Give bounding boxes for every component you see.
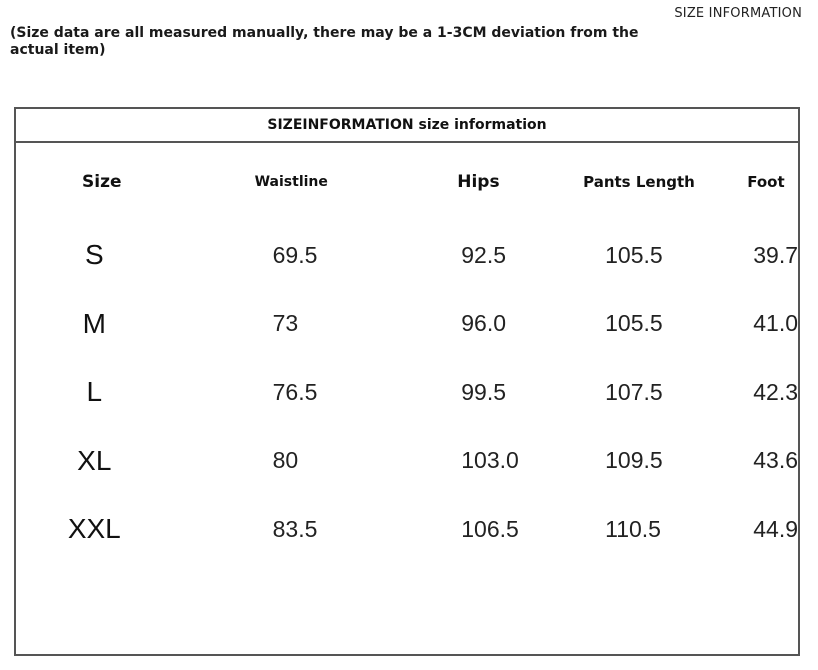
- table-row: [16, 495, 798, 564]
- waistline-cell: 73: [272, 310, 299, 337]
- size-chart-title: SIZEINFORMATION size information: [16, 109, 798, 143]
- size-table: [16, 143, 798, 564]
- foot-cell: 39.7: [753, 241, 798, 268]
- pants-length-cell: 110.5: [605, 515, 661, 542]
- table-header-row: [16, 143, 798, 221]
- pants-length-cell: 107.5: [605, 378, 663, 405]
- column-header-waistline: Waistline: [254, 174, 328, 190]
- size-chart-box: [14, 107, 800, 656]
- table-row: [16, 427, 798, 496]
- column-header-hips: Hips: [457, 172, 500, 192]
- size-cell: XXL: [67, 513, 121, 545]
- pants-length-cell: 109.5: [605, 447, 663, 474]
- hips-cell: 106.5: [461, 515, 519, 542]
- pants-length-cell: 105.5: [605, 310, 663, 337]
- column-header-pants-length: Pants Length: [583, 173, 695, 191]
- corner-title: SIZE INFORMATION: [674, 6, 802, 21]
- table-row: [16, 358, 798, 427]
- table-row: [16, 221, 798, 290]
- waistline-cell: 76.5: [272, 378, 318, 405]
- hips-cell: 96.0: [461, 310, 507, 337]
- waistline-cell: 80: [272, 447, 299, 474]
- hips-cell: 103.0: [461, 447, 519, 474]
- hips-cell: 92.5: [461, 241, 507, 268]
- size-cell: L: [86, 376, 103, 408]
- size-cell: S: [84, 239, 104, 271]
- foot-cell: 41.0: [753, 310, 798, 337]
- foot-cell: 43.6: [753, 447, 798, 474]
- size-cell: XL: [77, 444, 112, 476]
- size-cell: M: [82, 307, 106, 339]
- waistline-cell: 83.5: [272, 515, 318, 542]
- foot-cell: 44.9: [753, 515, 798, 542]
- pants-length-cell: 105.5: [605, 241, 663, 268]
- measurement-note: (Size data are all measured manually, there may be a 1-3CM deviation from the actual item): [10, 25, 639, 58]
- foot-cell: 42.3: [753, 378, 798, 405]
- waistline-cell: 69.5: [272, 241, 318, 268]
- table-row: [16, 290, 798, 359]
- column-header-size: Size: [82, 172, 122, 192]
- column-header-foot: Foot: [747, 173, 785, 191]
- hips-cell: 99.5: [461, 378, 507, 405]
